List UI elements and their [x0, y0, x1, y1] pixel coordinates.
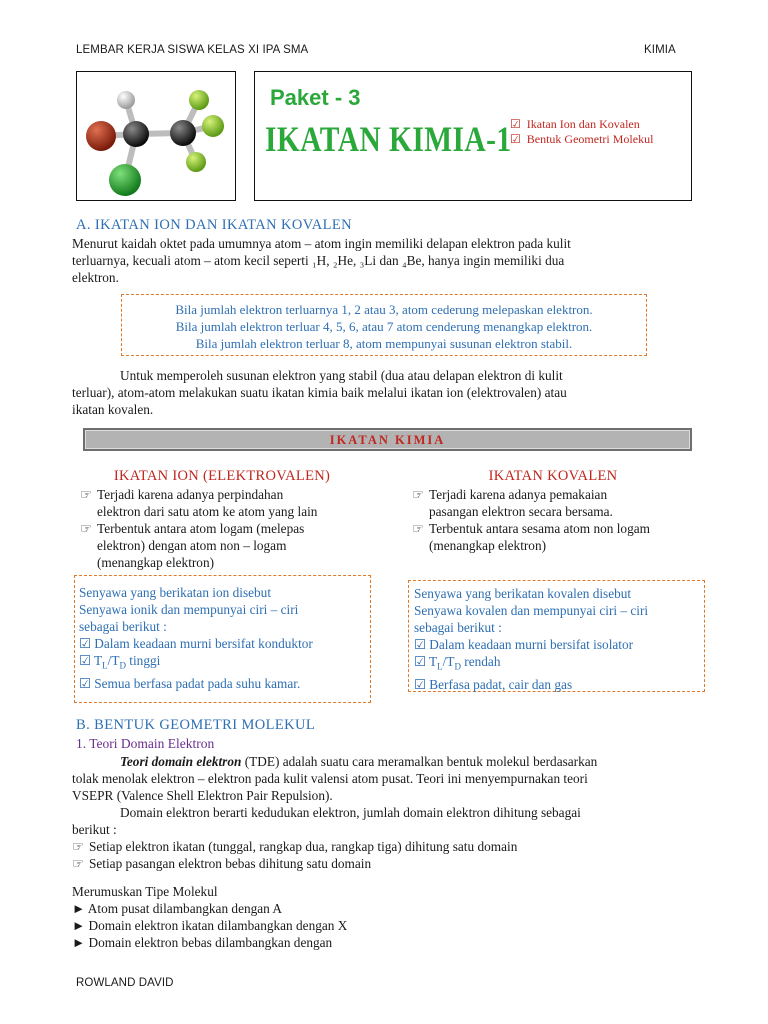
bond-intro-paragraph: Untuk memperoleh susunan elektron yang stabil (dua atau delapan elektron di kulit terluar), atom-atom melakukan suatu ikatan kimia baik melalui ikatan ion (elektrovalen) atau ikatan kovalen.	[72, 368, 567, 417]
melting-boiling-point: $T_L/T_D$ rendah	[429, 654, 501, 672]
triangle-pointer-icon: ►	[72, 918, 86, 933]
footer-author: ROWLAND DAVID	[76, 977, 174, 989]
list-item: ► Domain elektron ikatan dilambangkan dengan X	[72, 918, 348, 933]
topic-item: ☑ Bentuk Geometri Molekul	[510, 132, 654, 146]
rule-line: Bila jumlah elektron terluarnya 1, 2 atau 3, atom cederung melepaskan elektron.	[175, 302, 593, 317]
pointing-hand-icon: ☞	[80, 487, 92, 502]
octet-rules-box	[121, 294, 647, 356]
pointing-hand-icon: ☞	[80, 521, 92, 536]
tde-paragraph: Teori domain elektron (TDE) adalah suatu cara meramalkan bentuk molekul berdasarkan tolak menolak elektron – elektron pada kulit valensi atom pusat. Teori ini menyempurnakan teori VSEPR (Valence Shell Elektron Pair Repulsion). Domain elektron berarti kedudukan elektron, jumlah domain elektron dihitung sebagai berikut : ☞ Setiap elektron ikatan (tunggal, rangkap dua, rangkap tiga) dihitung satu domain ☞ Setiap pasangan elektron bebas dihitung satu domain	[72, 753, 698, 872]
list-item: ☞ Terjadi karena adanya pemakaian pasangan elektron secara bersama.	[412, 487, 613, 519]
list-item: ☞ Setiap elektron ikatan (tunggal, rangkap dua, rangkap tiga) dihitung satu domain	[72, 839, 518, 854]
list-item: ☞ Terbentuk antara atom logam (melepas elektron) dengan atom non – logam (menangkap elektron)	[80, 521, 305, 570]
triangle-pointer-icon: ►	[72, 901, 86, 916]
rule-line: Bila jumlah elektron terluar 8, atom mempunyai susunan elektron stabil.	[195, 336, 573, 351]
paket-label: Paket - 3	[270, 85, 361, 110]
ikatan-kimia-banner: IKATAN KIMIA	[83, 428, 692, 451]
checkbox-icon: ☑	[510, 132, 521, 146]
property-item: ☑ Dalam keadaan murni bersifat konduktor	[79, 636, 313, 651]
covalent-properties-box: Senyawa yang berikatan kovalen disebut Senyawa kovalen dan mempunyai ciri – ciri sebagai berikut : ☑ Dalam keadaan murni bersifat isolator ☑ $T_L/T_D$ rendah ☑ Berfasa padat, cair dan gas	[408, 580, 705, 692]
section-a-heading: A. IKATAN ION DAN IKATAN KOVALEN	[76, 217, 353, 233]
property-item	[414, 653, 699, 676]
list-item: ☞ Terbentuk antara sesama atom non logam (menangkap elektron)	[412, 521, 650, 553]
covalent-bond-title: IKATAN KOVALEN	[488, 468, 618, 484]
melting-boiling-point: $T_L/T_D$ tinggi	[94, 653, 161, 671]
molecule-type-heading: Merumuskan Tipe Molekul	[72, 884, 218, 899]
worksheet-title: IKATAN KIMIA-1	[265, 119, 512, 159]
molecule-model-image	[77, 72, 234, 199]
molecule-type-section	[72, 883, 698, 951]
topic-item: ☑ Ikatan Ion dan Kovalen	[510, 117, 640, 131]
ionic-bond-list	[80, 486, 369, 571]
checkbox-icon: ☑	[414, 654, 426, 669]
property-item: ☑ Berfasa padat, cair dan gas	[414, 676, 573, 692]
title-box	[254, 71, 692, 201]
page-header-right: KIMIA	[644, 44, 676, 56]
property-item: ☑ Dalam keadaan murni bersifat isolator	[414, 637, 634, 652]
property-item: ☑ Semua berfasa padat pada suhu kamar.	[79, 675, 301, 691]
checkbox-icon: ☑	[414, 637, 426, 652]
ionic-properties-box: Senyawa yang berikatan ion disebut Senyawa ionik dan mempunyai ciri – ciri sebagai berikut : ☑ Dalam keadaan murni bersifat konduktor ☑ $T_L/T_D$ tinggi ☑ Semua berfasa padat pada suhu kamar.	[74, 575, 371, 703]
property-item	[79, 652, 366, 675]
rule-line: Bila jumlah elektron terluar 4, 5, 6, atau 7 atom cenderung menangkap elektron.	[175, 319, 593, 334]
checkbox-icon: ☑	[79, 653, 91, 668]
page-header-left: LEMBAR KERJA SISWA KELAS XI IPA SMA	[76, 44, 309, 56]
ionic-bond-title: IKATAN ION (ELEKTROVALEN)	[113, 468, 331, 484]
pointing-hand-icon: ☞	[412, 487, 424, 502]
list-item: ► Domain elektron bebas dilambangkan dengan	[72, 935, 333, 950]
checkbox-icon: ☑	[510, 117, 521, 131]
list-item: ☞ Setiap pasangan elektron bebas dihitung satu domain	[72, 856, 372, 871]
section-b-heading: B. BENTUK GEOMETRI MOLEKUL	[76, 717, 316, 733]
triangle-pointer-icon: ►	[72, 935, 86, 950]
list-item: ► Atom pusat dilambangkan dengan A	[72, 901, 283, 916]
pointing-hand-icon: ☞	[72, 856, 84, 871]
topic-list	[510, 117, 653, 147]
covalent-bond-list	[412, 486, 696, 554]
list-item: ☞ Terjadi karena adanya perpindahan elektron dari satu atom ke atom yang lain	[80, 487, 318, 519]
intro-paragraph: Menurut kaidah oktet pada umumnya atom – atom ingin memiliki delapan elektron pada kulit terluarnya, kecuali atom – atom kecil seperti ₁H, ₂He, ₃Li dan ₄Be, hanya ingin memiliki dua elektron.	[72, 236, 571, 285]
checkbox-icon: ☑	[79, 675, 91, 691]
subsection-1-heading: 1. Teori Domain Elektron	[76, 736, 215, 751]
molecule-image-box	[76, 71, 236, 201]
pointing-hand-icon: ☞	[412, 521, 424, 536]
checkbox-icon: ☑	[79, 636, 91, 651]
pointing-hand-icon: ☞	[72, 839, 84, 854]
tde-term: Teori domain elektron	[120, 754, 242, 769]
checkbox-icon: ☑	[414, 676, 426, 692]
